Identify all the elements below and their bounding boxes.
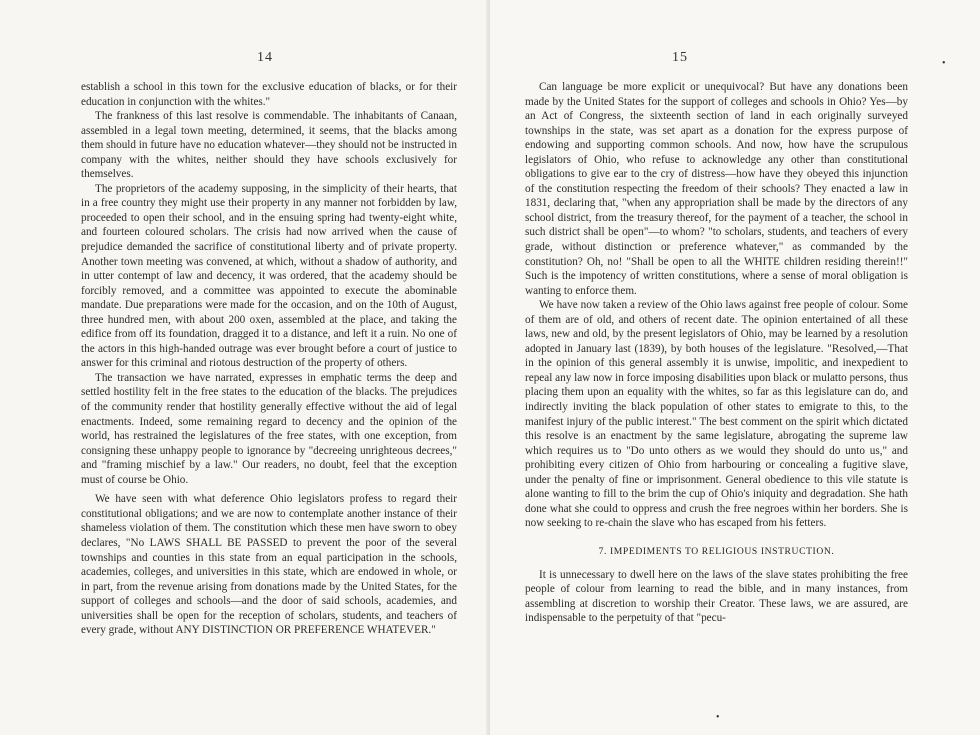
left-page-body	[81, 80, 457, 638]
right-page-body	[525, 80, 908, 626]
right-page	[490, 0, 980, 735]
paragraph: The frankness of this last resolve is commendable. The inhabitants of Canaan, assembled in a legal town meeting, determined, it seems, that the blacks among them should in future have no education whatever—they should not be instructed in company with the whites, neither should they have schools exclusively for themselves.	[81, 110, 457, 181]
section-heading: 7. IMPEDIMENTS TO RELIGIOUS INSTRUCTION.	[598, 545, 835, 557]
paragraph: establish a school in this town for the exclusive education of blacks, or for their education in conjunction with the whites."	[81, 81, 457, 108]
paragraph: The proprietors of the academy supposing, in the simplicity of their hearts, that in a free country they might use their property in any manner not forbidden by law, proceeded to open their school, and in the ensuing spring had twenty-eight white, and fourteen coloured scholars. The crisis had now arrived when the cause of prejudice demanded the sacrifice of constitutional liberty and of private property. Another town meeting was convened, at which, without a shadow of authority, and in utter contempt of law and decency, it was ordered, that the academy should be forcibly removed, and a committee was appointed to execute the abominable mandate. Due preparations were made for the occasion, and on the 10th of August, three hundred men, with about 200 oxen, assembled at the place, and taking the edifice from off its foundation, dragged it to a distance, and left it a ruin. No one of the actors in this high-handed outrage was ever brought before a court of justice to answer for this criminal and riotous destruction of the property of others.	[81, 182, 457, 370]
paragraph: The transaction we have narrated, expresses in emphatic terms the deep and settled hostility felt in the free states to the education of the blacks. The prejudices of the community render that hostility generally effective without the aid of legal enactments. Indeed, some remaining regard to decency and the opinion of the world, has restrained the legislatures of the free states, with one exception, from consigning these unhappy people to ignorance by "decreeing unrighteous decrees," and "framing mischief by a law." Our readers, no doubt, feel that the exception must of course be Ohio.	[81, 371, 457, 486]
paragraph: It is unnecessary to dwell here on the laws of the slave states prohibiting the free people of colour from learning to read the bible, and in many instances, from assembling at discretion to worship their Creator. These laws, we are assured, are indispensable to the perpetuity of that "pecu-	[525, 568, 908, 625]
page-number-right: 15	[672, 50, 688, 65]
page-number-left: 14	[257, 50, 273, 65]
paragraph: We have seen with what deference Ohio legislators profess to regard their constitutional obligations; and we are now to contemplate another instance of their shameless violation of them. The constitution which these men have sworn to obey declares, "No LAWS SHALL BE PASSED to prevent the poor of the several townships and counties in this state from an equal participation in the schools, academies, colleges, and universities in this state, which are endowed in whole, or in part, from the revenue arising from donations made by the United States, for the support of colleges and schools—and the door of said schools, academies, and universities shall be open for the reception of scholars, students, and teachers of every grade, without ANY DISTINCTION OR PREFERENCE WHATEVER."	[81, 493, 457, 637]
ink-dot: •	[942, 58, 946, 69]
paragraph: Can language be more explicit or unequivocal? But have any donations been made by the United States for the support of colleges and schools in Ohio? Yes—by an Act of Congress, the sixteenth section of land in each originally surveyed townships in the state, was set apart as a donation for the express purpose of endowing and supporting common schools. And now, how have the scrupulous legislators of Ohio, who refuse to acknowledge any other than constitutional obligations to give ear to the cry of distress—how have they obeyed this injunction of the constitution respecting the freedom of their schools? They enacted a law in 1831, declaring that, "when any appropriation shall be made by the directors of any school district, from the treasury thereof, for the payment of a teacher, the school in such district shall be open"—to whom? "to scholars, students, and teachers of every grade, without distinction or preference whatever," as commanded by the constitution? Oh, no! "Shall be open to all the WHITE children residing therein!!" Such is the impotency of written constitutions, where a sense of moral obligation is wanting to enforce them.	[525, 81, 908, 297]
ink-dot: •	[716, 712, 720, 723]
paragraph: We have now taken a review of the Ohio laws against free people of colour. Some of them are of old, and others of recent date. The opinion entertained of all these laws, new and old, by the present legislators of Ohio, may be learned by a resolution adopted in January last (1839), by both houses of the legislature. "Resolved,—That in the opinion of this general assembly it is unwise, impolitic, and inexpedient to repeal any law now in force imposing disabilities upon black or mulatto persons, thus placing them upon an equality with the whites, so far as this legislature can do, and indirectly inviting the black population of other states to emigrate to this, to the manifest injury of the public interest." The best comment on the spirit which dictated this resolve is an enactment by the same legislature, abrogating the supreme law which requires us to "Do unto others as we would they should do unto us," and prohibiting every citizen of Ohio from harbouring or concealing a fugitive slave, under the penalty of fine or imprisonment. General obedience to this vile statute is alone wanting to fill to the brim the cup of Ohio's iniquity and degradation. She hath done what she could to oppress and crush the free negroes within her borders. She is now seeking to re-chain the slave who has escaped from his fetters.	[525, 299, 908, 530]
